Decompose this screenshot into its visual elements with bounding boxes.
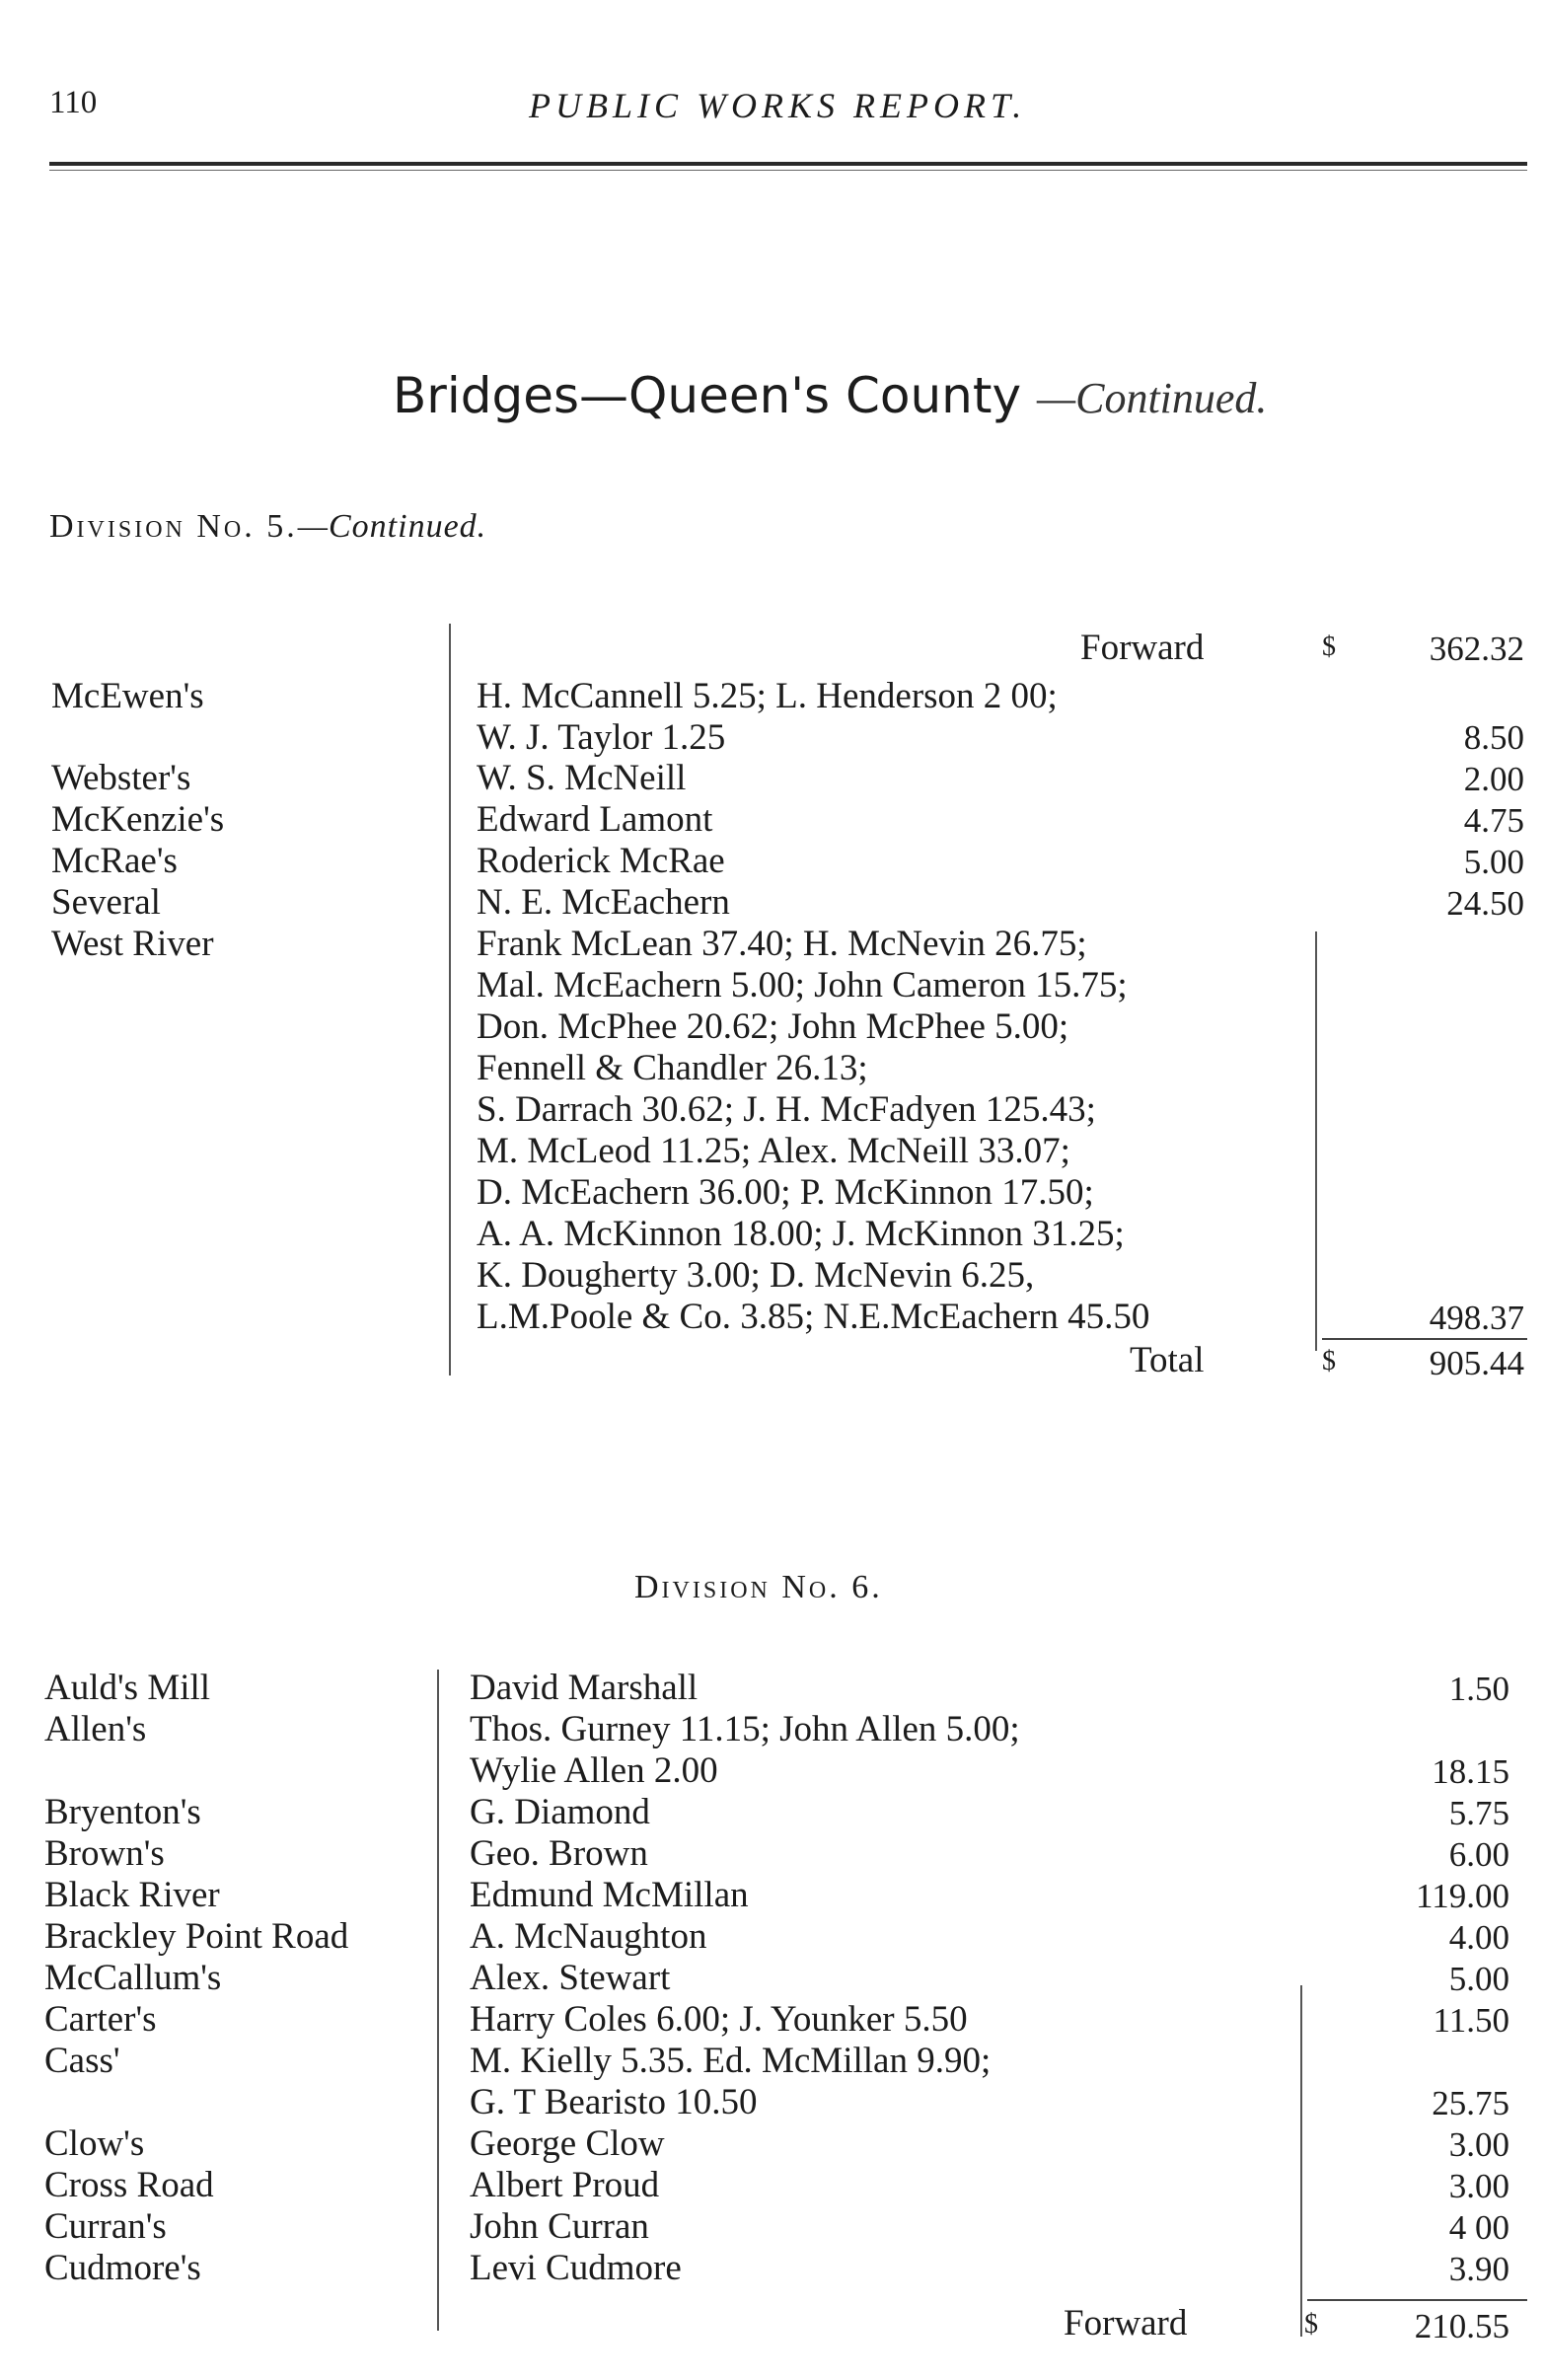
- div6-payee-line: Alex. Stewart: [470, 1958, 671, 1998]
- div6-payee-line: Thos. Gurney 11.15; John Allen 5.00;: [470, 1709, 1020, 1749]
- running-title: PUBLIC WORKS REPORT.: [529, 86, 1027, 125]
- div5-column-rule: [449, 624, 451, 1376]
- div6-amount: 119.00: [1416, 1877, 1509, 1915]
- div6-payee-line: George Clow: [470, 2123, 665, 2164]
- div5-total-rule: [1322, 1338, 1527, 1340]
- div6-payee-line: Harry Coles 6.00; J. Younker 5.50: [470, 1999, 968, 2040]
- page-number: 110: [49, 85, 98, 120]
- div5-payee-line: L.M.Poole & Co. 3.85; N.E.McEachern 45.50: [477, 1297, 1150, 1337]
- div5-payee-line: Edward Lamont: [477, 799, 713, 840]
- div5-payee-line: Mal. McEachern 5.00; John Cameron 15.75;: [477, 965, 1128, 1005]
- section-title-main: Bridges—Queen's County: [393, 367, 1022, 424]
- div6-bridge-name: Brown's: [44, 1833, 165, 1874]
- header-rule-thin: [49, 170, 1527, 171]
- div5-forward-currency: $: [1322, 632, 1336, 662]
- div5-payee-line: W. J. Taylor 1.25: [477, 717, 726, 758]
- div5-bridge-name: Webster's: [51, 758, 191, 798]
- div6-payee-line: Geo. Brown: [470, 1833, 648, 1874]
- div6-bridge-name: Cudmore's: [44, 2248, 201, 2288]
- div6-bridge-name: Brackley Point Road: [44, 1916, 349, 1957]
- div5-payee-line: W. S. McNeill: [477, 758, 687, 798]
- div5-bridge-name: McKenzie's: [51, 799, 225, 840]
- div5-total-currency: $: [1322, 1346, 1336, 1376]
- div5-amount: 4.75: [1463, 801, 1524, 840]
- div5-bridge-name: Several: [51, 882, 161, 923]
- div6-payee-line: Edmund McMillan: [470, 1875, 749, 1915]
- div6-amount: 1.50: [1448, 1670, 1509, 1708]
- div6-payee-line: Levi Cudmore: [470, 2248, 682, 2288]
- div6-bridge-name: Auld's Mill: [44, 1668, 211, 1708]
- div6-bridge-name: Curran's: [44, 2206, 167, 2247]
- div6-forward-label: Forward: [1064, 2303, 1188, 2343]
- div5-payee-line: Fennell & Chandler 26.13;: [477, 1048, 868, 1088]
- div5-amount: 498.37: [1429, 1299, 1524, 1337]
- div5-payee-line: H. McCannell 5.25; L. Henderson 2 00;: [477, 676, 1058, 716]
- div6-bridge-name: Clow's: [44, 2123, 145, 2164]
- div5-bridge-name: West River: [51, 924, 214, 964]
- div6-bridge-name: McCallum's: [44, 1958, 222, 1998]
- div5-forward-amount: 362.32: [1429, 630, 1524, 668]
- div6-amount: 18.15: [1432, 1752, 1509, 1791]
- div5-amount: 8.50: [1463, 718, 1524, 757]
- div5-payee-line: S. Darrach 30.62; J. H. McFadyen 125.43;: [477, 1089, 1096, 1130]
- division-6-heading: Division No. 6.: [634, 1569, 883, 1605]
- div6-amount: 3.00: [1448, 2167, 1509, 2205]
- header-rule: [49, 162, 1527, 166]
- div5-total-amount: 905.44: [1429, 1344, 1524, 1382]
- div6-payee-line: A. McNaughton: [470, 1916, 707, 1957]
- div5-payee-line: Frank McLean 37.40; H. McNevin 26.75;: [477, 924, 1087, 964]
- div6-payee-line: M. Kielly 5.35. Ed. McMillan 9.90;: [470, 2041, 992, 2081]
- div6-bridge-name: Black River: [44, 1875, 220, 1915]
- div6-amount: 6.00: [1448, 1835, 1509, 1874]
- div5-total-label: Total: [1130, 1340, 1205, 1380]
- div6-amount-bracket-rule: [1300, 1985, 1302, 2337]
- div6-bridge-name: Allen's: [44, 1709, 147, 1749]
- div6-payee-line: Albert Proud: [470, 2165, 660, 2205]
- div6-bridge-name: Bryenton's: [44, 1792, 201, 1832]
- div5-forward-label: Forward: [1080, 628, 1205, 668]
- div5-bridge-name: McEwen's: [51, 676, 204, 716]
- div5-amount-bracket-rule: [1315, 931, 1317, 1351]
- div6-amount: 25.75: [1432, 2084, 1509, 2122]
- division-5-label: Division No. 5.: [49, 508, 298, 545]
- section-title-suffix: —Continued.: [1036, 374, 1268, 422]
- div6-forward-currency: $: [1304, 2309, 1318, 2340]
- div6-amount: 5.75: [1448, 1794, 1509, 1832]
- div5-payee-line: Don. McPhee 20.62; John McPhee 5.00;: [477, 1006, 1069, 1047]
- div5-payee-line: N. E. McEachern: [477, 882, 730, 923]
- div6-forward-rule: [1307, 2299, 1527, 2301]
- div6-amount: 4 00: [1448, 2208, 1509, 2247]
- div6-amount: 11.50: [1433, 2001, 1509, 2040]
- div6-bridge-name: Cross Road: [44, 2165, 214, 2205]
- div6-bridge-name: Cass': [44, 2041, 120, 2081]
- div6-amount: 3.00: [1448, 2125, 1509, 2164]
- division-5-suffix: —Continued.: [297, 508, 487, 545]
- division-5-heading: [49, 508, 486, 546]
- div5-bridge-name: McRae's: [51, 841, 178, 881]
- div6-amount: 4.00: [1448, 1918, 1509, 1957]
- div5-payee-line: A. A. McKinnon 18.00; J. McKinnon 31.25;: [477, 1214, 1125, 1254]
- div6-payee-line: David Marshall: [470, 1668, 699, 1708]
- div6-payee-line: Wylie Allen 2.00: [470, 1750, 718, 1791]
- div6-forward-amount: 210.55: [1414, 2307, 1509, 2345]
- section-title: [393, 367, 1267, 424]
- div5-payee-line: K. Dougherty 3.00; D. McNevin 6.25,: [477, 1255, 1035, 1296]
- div5-amount: 2.00: [1463, 760, 1524, 798]
- div5-payee-line: D. McEachern 36.00; P. McKinnon 17.50;: [477, 1172, 1094, 1213]
- div6-column-rule: [437, 1670, 439, 2331]
- div6-payee-line: G. Diamond: [470, 1792, 650, 1832]
- div6-bridge-name: Carter's: [44, 1999, 157, 2040]
- div5-amount: 24.50: [1446, 884, 1524, 923]
- div6-amount: 5.00: [1448, 1960, 1509, 1998]
- div5-amount: 5.00: [1463, 843, 1524, 881]
- div6-payee-line: G. T Bearisto 10.50: [470, 2082, 758, 2122]
- div5-payee-line: Roderick McRae: [477, 841, 725, 881]
- div6-amount: 3.90: [1448, 2250, 1509, 2288]
- div5-payee-line: M. McLeod 11.25; Alex. McNeill 33.07;: [477, 1131, 1070, 1171]
- div6-payee-line: John Curran: [470, 2206, 649, 2247]
